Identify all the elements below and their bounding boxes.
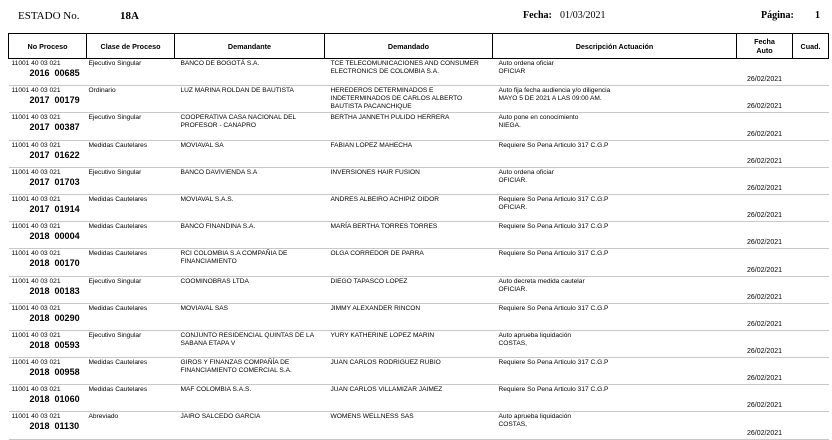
radicado-number: 00170: [54, 258, 80, 269]
demandado-cell: BERTHA JANNETH PULIDO HERRERA: [325, 113, 493, 140]
table-row: [9, 194, 829, 221]
estado-number: 18A: [120, 10, 139, 22]
cuad-cell: [793, 86, 829, 113]
demandado-cell: HEREDEROS DETERMINADOS E INDETERMINADOS DE CARLOS ALBERTO BAUTISTA PACANCHIQUE: [325, 86, 493, 113]
fecha-auto-cell: 26/02/2021: [737, 358, 793, 385]
radicado-number: 00004: [54, 231, 80, 242]
demandante-cell: BANCO DAVIVIENDA S.A: [175, 167, 325, 194]
radicado-year: 2018: [29, 421, 50, 432]
fecha-auto-cell: 26/02/2021: [737, 86, 793, 113]
cuad-cell: [793, 276, 829, 303]
fecha-label: Fecha:: [523, 10, 552, 21]
demandante-cell: CONJUNTO RESIDENCIAL QUINTAS DE LA SABANA ETAPA V: [175, 330, 325, 357]
actuacion-line-1: Requiere So Pena Articulo 317 C.G.P: [498, 223, 609, 231]
actuacion-line-2: OFICIAR.: [498, 176, 528, 184]
cuad-cell: [793, 113, 829, 140]
cuad-cell: [793, 358, 829, 385]
radicado-prefix: 11001 40 03 021: [11, 114, 61, 122]
table-row: [9, 358, 829, 385]
proceso-cell: [9, 385, 87, 412]
radicado-year: 2017: [29, 149, 50, 160]
table-row: [9, 303, 829, 330]
proceso-cell: [9, 358, 87, 385]
demandante-cell: GIROS Y FINANZAS COMPAÑÍA DE FINANCIAMIENTO COMERCIAL S.A.: [175, 358, 325, 385]
clase-cell: Ejecutivo Singular: [87, 330, 175, 357]
actuacion-line-1: Requiere So Pena Articulo 317 C.G.P: [498, 250, 609, 258]
radicado-year-number: [12, 258, 85, 268]
radicado-prefix: 11001 40 03 021: [11, 87, 61, 95]
col-header-auto-line: Auto: [756, 46, 773, 55]
radicado-prefix: 11001 40 03 021: [11, 60, 61, 67]
radicado-year: 2018: [29, 231, 50, 242]
demandante-cell: MOVIAVAL SAS: [175, 303, 325, 330]
radicado-number: 01622: [54, 149, 80, 160]
actuacion-line-2: COSTAS,: [498, 421, 527, 429]
radicado-year: 2018: [29, 367, 50, 378]
actuacion-cell: [493, 113, 737, 140]
cuad-cell: [793, 303, 829, 330]
radicado-year-number: [12, 367, 85, 377]
radicado-year: 2016: [29, 68, 50, 78]
proceso-cell: [9, 276, 87, 303]
actuacion-line-2: COSTAS,: [498, 339, 527, 347]
clase-cell: Ejecutivo Singular: [87, 113, 175, 140]
clase-cell: Medidas Cautelares: [87, 194, 175, 221]
fecha-auto-cell: 26/02/2021: [737, 194, 793, 221]
actuacion-cell: [493, 303, 737, 330]
radicado-prefix: 11001 40 03 021: [11, 223, 61, 231]
pagina-value: 1: [815, 10, 820, 21]
radicado-year-number: [12, 95, 85, 105]
fecha-auto-cell: 26/02/2021: [737, 59, 793, 86]
radicado-year-number: [12, 122, 85, 132]
table-row: [9, 276, 829, 303]
cuad-cell: [793, 249, 829, 276]
proceso-cell: [9, 59, 87, 86]
actuacion-line-1: Requiere So Pena Articulo 317 C.G.P: [498, 304, 609, 312]
actuacion-line-1: Requiere So Pena Articulo 317 C.G.P: [498, 359, 609, 367]
radicado-year-number: [12, 394, 85, 404]
radicado-prefix: 11001 40 03 021: [11, 168, 61, 176]
actuacion-cell: [493, 86, 737, 113]
demandado-cell: INVERSIONES HAIR FUSION: [325, 167, 493, 194]
radicado-year-number: [12, 177, 85, 187]
demandado-cell: OLGA CORREDOR DE PARRA: [325, 249, 493, 276]
clase-cell: Medidas Cautelares: [87, 140, 175, 167]
table-row: [9, 113, 829, 140]
cuad-cell: [793, 222, 829, 249]
cuad-cell: [793, 385, 829, 412]
actuacion-line-2: OFICIAR: [498, 68, 526, 75]
cuad-cell: [793, 412, 829, 439]
actuacion-line-1: Requiere So Pena Articulo 317 C.G.P: [498, 195, 609, 203]
demandado-cell: WOMENS WELLNESS SAS: [325, 412, 493, 439]
radicado-year-number: [12, 204, 85, 214]
radicado-year-number: [12, 340, 85, 350]
clase-cell: Ejecutivo Singular: [87, 59, 175, 86]
actuacion-cell: [493, 167, 737, 194]
proceso-cell: [9, 222, 87, 249]
radicado-number: 01060: [54, 394, 80, 405]
actuacion-cell: [493, 330, 737, 357]
col-header-proceso: No Proceso: [9, 34, 87, 59]
actuacion-cell: [493, 385, 737, 412]
col-header-descripcion: Descripción Actuación: [493, 34, 737, 59]
radicado-year: 2017: [29, 203, 50, 214]
actuacion-cell: [493, 276, 737, 303]
demandado-cell: JIMMY ALEXANDER RINCON: [325, 303, 493, 330]
actuacion-line-2: OFICIAR.: [498, 203, 528, 211]
proceso-cell: [9, 412, 87, 439]
clase-cell: Medidas Cautelares: [87, 358, 175, 385]
fecha-auto-cell: 26/02/2021: [737, 276, 793, 303]
fecha-value: 01/03/2021: [560, 10, 606, 21]
actuacion-line-1: Auto pone en conocimiento: [498, 114, 579, 122]
radicado-number: 00685: [54, 68, 80, 78]
proceso-cell: [9, 303, 87, 330]
actuacion-line-1: Requiere So Pena Articulo 317 C.G.P: [498, 386, 609, 394]
demandado-cell: DIEGO TAPASCO LOPEZ: [325, 276, 493, 303]
proceso-cell: [9, 140, 87, 167]
demandante-cell: LUZ MARINA ROLDAN DE BAUTISTA: [175, 86, 325, 113]
radicado-prefix: 11001 40 03 021: [11, 304, 61, 312]
table-row: [9, 222, 829, 249]
radicado-prefix: 11001 40 03 021: [11, 141, 61, 149]
clase-cell: Ejecutivo Singular: [87, 167, 175, 194]
demandante-cell: JAIRO SALCEDO GARCIA: [175, 412, 325, 439]
estado-table: [8, 33, 829, 440]
radicado-prefix: 11001 40 03 021: [11, 277, 61, 285]
col-header-demandante: Demandante: [175, 34, 325, 59]
radicado-number: 01130: [54, 421, 80, 432]
col-header-clase: Clase de Proceso: [87, 34, 175, 59]
actuacion-line-1: Auto ordena oficiar: [498, 168, 554, 176]
clase-cell: Ordinario: [87, 86, 175, 113]
table-body: [9, 59, 829, 440]
radicado-prefix: 11001 40 03 021: [11, 413, 61, 421]
radicado-year-number: [12, 421, 85, 431]
demandante-cell: COOMINOBRAS LTDA: [175, 276, 325, 303]
clase-cell: Medidas Cautelares: [87, 303, 175, 330]
actuacion-line-1: Requiere So Pena Articulo 317 C.G.P: [498, 141, 609, 149]
radicado-year-number: [12, 150, 85, 160]
proceso-cell: [9, 194, 87, 221]
radicado-prefix: 11001 40 03 021: [11, 331, 61, 339]
radicado-number: 01914: [54, 203, 80, 214]
actuacion-cell: [493, 140, 737, 167]
actuacion-cell: [493, 222, 737, 249]
fecha-auto-cell: 26/02/2021: [737, 140, 793, 167]
fecha-auto-cell: 26/02/2021: [737, 222, 793, 249]
actuacion-line-1: Auto decreta medida cautelar: [498, 277, 585, 285]
radicado-number: 00593: [54, 339, 80, 350]
demandante-cell: BANCO DE BOGOTÁ S.A.: [175, 59, 325, 86]
actuacion-line-1: Auto aprueba liquidación: [498, 331, 572, 339]
table-row: [9, 412, 829, 439]
actuacion-line-2: OFICIAR.: [498, 285, 528, 293]
actuacion-cell: [493, 412, 737, 439]
proceso-cell: [9, 113, 87, 140]
radicado-year: 2018: [29, 339, 50, 350]
actuacion-cell: [493, 249, 737, 276]
radicado-year: 2017: [29, 176, 50, 187]
radicado-year-number: [12, 286, 85, 296]
table-row: [9, 330, 829, 357]
demandante-cell: MOVIAVAL S.A.S.: [175, 194, 325, 221]
radicado-number: 01703: [54, 176, 80, 187]
demandante-cell: COOPERATIVA CASA NACIONAL DEL PROFESOR - CANAPRO: [175, 113, 325, 140]
fecha-auto-cell: 26/02/2021: [737, 330, 793, 357]
actuacion-line-2: MAYO 5 DE 2021 A LAS 09:00 AM.: [498, 95, 602, 103]
demandado-cell: ANDRES ALBEIRO ACHIPIZ OIDOR: [325, 194, 493, 221]
radicado-prefix: 11001 40 03 021: [11, 359, 61, 367]
demandante-cell: MOVIAVAL SA: [175, 140, 325, 167]
demandante-cell: RCI COLOMBIA S.A COMPAÑIA DE FINANCIAMIENTO: [175, 249, 325, 276]
cuad-cell: [793, 167, 829, 194]
demandado-cell: TCE TELECOMUNICACIONES AND CONSUMER ELECTRONICS DE COLOMBIA S.A.: [325, 59, 493, 86]
col-header-cuad: Cuad.: [793, 34, 829, 59]
clase-cell: Medidas Cautelares: [87, 222, 175, 249]
radicado-year-number: [12, 68, 85, 78]
demandante-cell: BANCO FINANDINA S.A.: [175, 222, 325, 249]
clase-cell: Abreviado: [87, 412, 175, 439]
radicado-number: 00290: [54, 312, 80, 323]
actuacion-line-2: NIEGA.: [498, 122, 521, 130]
demandado-cell: JUAN CARLOS RODRIGUEZ RUBIO: [325, 358, 493, 385]
radicado-year-number: [12, 313, 85, 323]
cuad-cell: [793, 330, 829, 357]
fecha-auto-cell: 26/02/2021: [737, 167, 793, 194]
radicado-year: 2017: [29, 95, 50, 106]
radicado-prefix: 11001 40 03 021: [11, 195, 61, 203]
radicado-prefix: 11001 40 03 021: [11, 386, 61, 394]
radicado-number: 00387: [54, 122, 80, 133]
demandado-cell: FABIAN LOPEZ MAHECHA: [325, 140, 493, 167]
actuacion-line-1: Auto aprueba liquidación: [498, 413, 572, 421]
demandado-cell: MARÍA BERTHA TORRES TORRES: [325, 222, 493, 249]
radicado-year: 2018: [29, 258, 50, 269]
fecha-auto-cell: 26/02/2021: [737, 385, 793, 412]
cuad-cell: [793, 194, 829, 221]
fecha-auto-cell: 26/02/2021: [737, 249, 793, 276]
document-header: [0, 0, 832, 30]
radicado-number: 00179: [54, 95, 80, 106]
col-header-demandado: Demandado: [325, 34, 493, 59]
fecha-auto-cell: 26/02/2021: [737, 412, 793, 439]
demandado-cell: JUAN CARLOS VILLAMIZAR JAIMEZ: [325, 385, 493, 412]
radicado-year: 2017: [29, 122, 50, 133]
clase-cell: Medidas Cautelares: [87, 249, 175, 276]
table-row: [9, 249, 829, 276]
actuacion-line-1: Auto ordena oficiar: [498, 60, 554, 67]
radicado-number: 00183: [54, 285, 80, 296]
table-row: [9, 59, 829, 86]
estado-label: ESTADO No.: [18, 10, 80, 22]
radicado-year: 2018: [29, 285, 50, 296]
fecha-auto-cell: 26/02/2021: [737, 113, 793, 140]
actuacion-cell: [493, 358, 737, 385]
demandado-cell: YURY KATHERINE LOPEZ MARIN: [325, 330, 493, 357]
cuad-cell: [793, 59, 829, 86]
radicado-prefix: 11001 40 03 021: [11, 250, 61, 258]
cuad-cell: [793, 140, 829, 167]
table-row: [9, 167, 829, 194]
table-row: [9, 86, 829, 113]
proceso-cell: [9, 330, 87, 357]
table-row: [9, 140, 829, 167]
fecha-auto-cell: 26/02/2021: [737, 303, 793, 330]
proceso-cell: [9, 167, 87, 194]
radicado-year: 2018: [29, 312, 50, 323]
actuacion-cell: [493, 59, 737, 86]
table-header-row: [9, 34, 829, 59]
clase-cell: Ejecutivo Singular: [87, 276, 175, 303]
pagina-label: Página:: [761, 10, 794, 21]
col-header-fecha-line: Fecha: [754, 37, 775, 46]
radicado-number: 00958: [54, 367, 80, 378]
proceso-cell: [9, 249, 87, 276]
col-header-fecha-auto: [737, 34, 793, 59]
clase-cell: Medidas Cautelares: [87, 385, 175, 412]
table-row: [9, 385, 829, 412]
actuacion-line-1: Auto fija fecha audiencia y/o diligencia: [498, 87, 611, 95]
radicado-year-number: [12, 231, 85, 241]
actuacion-cell: [493, 194, 737, 221]
demandante-cell: MAF COLOMBIA S.A.S.: [175, 385, 325, 412]
proceso-cell: [9, 86, 87, 113]
radicado-year: 2018: [29, 394, 50, 405]
